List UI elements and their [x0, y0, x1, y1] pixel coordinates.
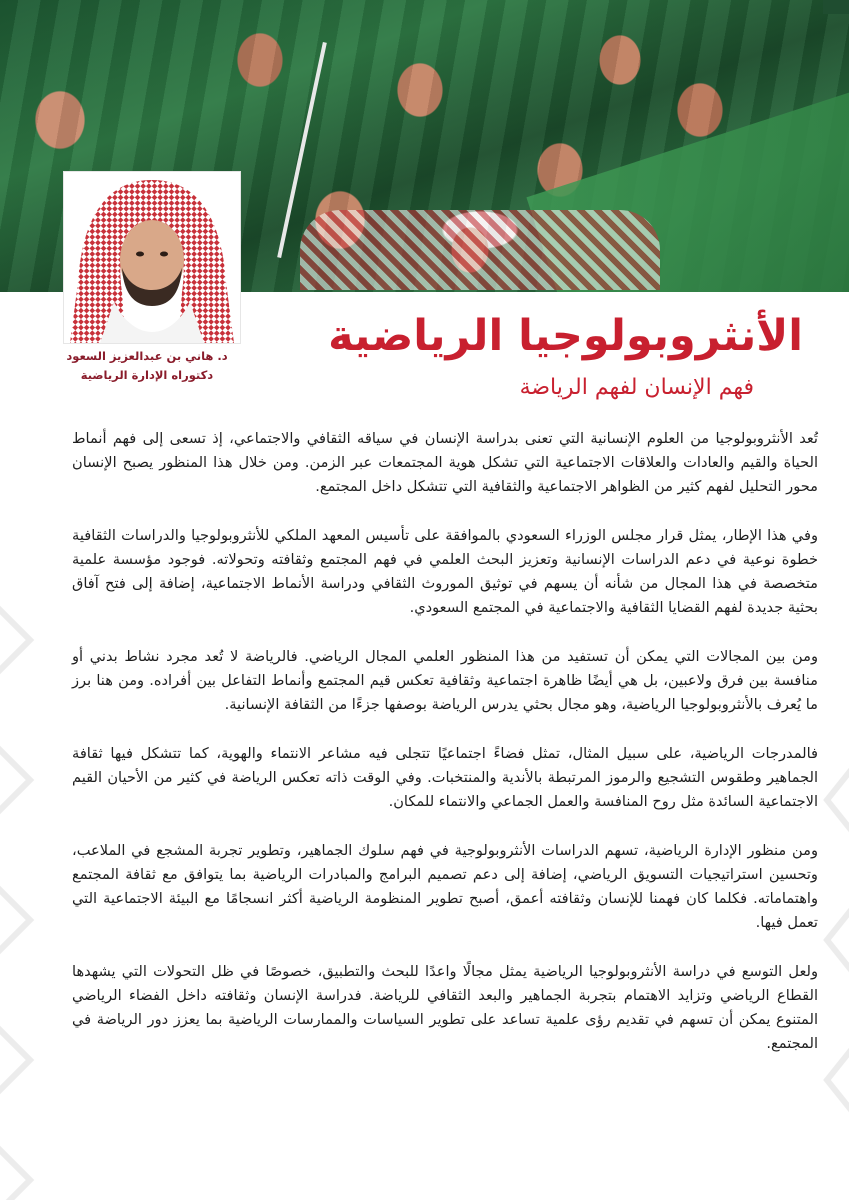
author-portrait-drawing	[64, 172, 240, 343]
paragraph-3: ومن بين المجالات التي يمكن أن تستفيد من هذا المنظور العلمي المجال الرياضي. فالرياضة لا تُعد مجرد نشاط بدني أو منافسة بين فرق ولاعبين، بل هي أيضًا ظاهرة اجتماعية وثقافية تعكس قيم المجتمع وأنماط التفاعل بين أفراده. ومن هنا برز ما يُعرف بالأنثروبولوجيا الرياضية، وهو مجال بحثي يدرس الرياضة بوصفها جزءًا من الثقافة الإنسانية.	[72, 648, 818, 713]
paragraph-5: ومن منظور الإدارة الرياضية، تسهم الدراسات الأنثروبولوجية في فهم سلوك الجماهير، وتطوير تجربة المشجع في الملاعب، وتحسين استراتيجيات التسويق الرياضي، إضافة إلى دعم تصميم البرامج والمبادرات الرياضية بما يتوافق مع ثقافة المجتمع واهتماماته. فكلما كان فهمنا للإنسان وثقافته أعمق، أصبح تطوير المنظومة الرياضية أكثر انسجامًا مع البيئة الاجتماعية التي تعمل فيها.	[72, 842, 818, 931]
corner-tab	[823, 0, 849, 14]
article-title: الأنثروبولوجيا الرياضية	[328, 311, 803, 361]
paragraph-1: تُعد الأنثروبولوجيا من العلوم الإنسانية التي تعنى بدراسة الإنسان في سياقه الثقافي والاجتماعي، إذ تسعى إلى فهم أنماط الحياة والقيم والعادات والعلاقات الاجتماعية التي تشكل هوية المجتمعات عبر الزمن. ومن خلال هذا المنظور يصبح الإنسان محور التحليل لفهم كثير من الظواهر الاجتماعية والثقافية التي تتشكل داخل المجتمع.	[72, 430, 818, 495]
author-role: دكتوراه الإدارة الرياضية	[80, 368, 214, 382]
paragraph-2: وفي هذا الإطار، يمثل قرار مجلس الوزراء السعودي بالموافقة على تأسيس المعهد الملكي للأنثروبولوجيا والدراسات الثقافية خطوة نوعية في دعم الدراسات الإنسانية وتعزيز البحث العلمي في فهم المجتمع وثقافته وتحولاته. فوجود مؤسسة علمية متخصصة في هذا المجال من شأنه أن يسهم في توثيق الموروث الثقافي ودراسة الأنماط الاجتماعية، إضافة إلى فتح آفاق بحثية جديدة لفهم القضايا الثقافية والاجتماعية في المجتمع السعودي.	[72, 527, 818, 616]
red-white-headscarves	[300, 210, 660, 290]
article-body	[72, 427, 818, 1081]
left-decorative-pattern	[0, 560, 44, 1200]
article-subtitle: فهم الإنسان لفهم الرياضة	[519, 375, 754, 400]
author-portrait	[64, 172, 240, 343]
right-decorative-pattern	[819, 740, 849, 1200]
paragraph-6: ولعل التوسع في دراسة الأنثروبولوجيا الرياضية يمثل مجالًا واعدًا للبحث والتطبيق، خصوصًا في ظل التحولات التي يشهدها القطاع الرياضي وتزايد الاهتمام بتجربة الجماهير والبعد الثقافي للرياضة. فدراسة الإنسان وثقافته داخل الفضاء الرياضي المتنوع يمكن أن تسهم في تقديم رؤى علمية تساعد على تطوير السياسات والممارسات الرياضية بما يعزز دور الرياضة في المجتمع.	[72, 963, 818, 1052]
author-name: د. هاني بن عبدالعزيز السعود	[66, 349, 228, 363]
paragraph-4: فالمدرجات الرياضية، على سبيل المثال، تمثل فضاءً اجتماعيًا تتجلى فيه مشاعر الانتماء والهوية، كما تتشكل فيها ثقافة الجماهير وطقوس التشجيع والرموز المرتبطة بالأندية والمنتخبات. وفي الوقت ذاته تعكس الرياضة في كثير من الأحيان القيم الاجتماعية السائدة مثل روح المنافسة والعمل الجماعي والانتماء للمكان.	[72, 745, 818, 810]
